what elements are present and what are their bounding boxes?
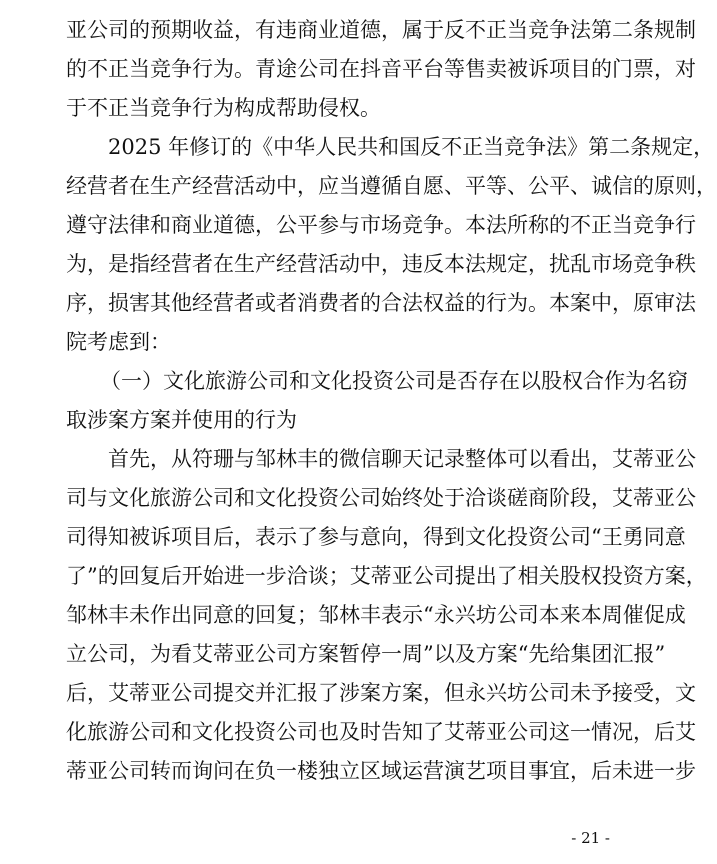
- text-line: 的不正当竞争行为。青途公司在抖音平台等售卖被诉项目的门票，对: [66, 57, 696, 81]
- page-number: - 21 -: [571, 829, 610, 847]
- text-line: 邹林丰未作出同意的回复；邹林丰表示“永兴坊公司本来本周催促成: [66, 603, 686, 627]
- text-line: 院考虑到：: [66, 330, 171, 354]
- text-line: 遵守法律和商业道德，公平参与市场竞争。本法所称的不正当竞争行: [66, 213, 696, 237]
- section-heading-line: （一）文化旅游公司和文化投资公司是否存在以股权合作为名窃: [100, 369, 688, 393]
- text-line: 序，损害其他经营者或者消费者的合法权益的行为。本案中，原审法: [66, 291, 696, 315]
- text-line: 经营者在生产经营活动中，应当遵循自愿、平等、公平、诚信的原则，: [66, 174, 717, 198]
- text-line: 司与文化旅游公司和文化投资公司始终处于洽谈磋商阶段，艾蒂亚公: [66, 486, 696, 510]
- text-line: 立公司，为看艾蒂亚公司方案暂停一周”以及方案“先给集团汇报”: [66, 642, 666, 666]
- text-line: 司得知被诉项目后，表示了参与意向，得到文化投资公司“王勇同意: [66, 525, 686, 549]
- text-line: 化旅游公司和文化投资公司也及时告知了艾蒂亚公司这一情况，后艾: [66, 720, 696, 744]
- text-line: 2025 年修订的《中华人民共和国反不正当竞争法》第二条规定，: [108, 135, 715, 159]
- text-line: 于不正当竞争行为构成帮助侵权。: [66, 96, 381, 120]
- text-line: 首先，从符珊与邹林丰的微信聊天记录整体可以看出，艾蒂亚公: [108, 447, 696, 471]
- section-heading-line: 取涉案方案并使用的行为: [66, 408, 297, 432]
- text-line: 为，是指经营者在生产经营活动中，违反本法规定，扰乱市场竞争秩: [66, 252, 696, 276]
- text-line: 亚公司的预期收益，有违商业道德，属于反不正当竞争法第二条规制: [66, 18, 696, 42]
- text-line: 了”的回复后开始进一步洽谈；艾蒂亚公司提出了相关股权投资方案，: [66, 564, 707, 588]
- text-line: 后，艾蒂亚公司提交并汇报了涉案方案，但永兴坊公司未予接受，文: [66, 681, 696, 705]
- text-line: 蒂亚公司转而询问在负一楼独立区域运营演艺项目事宜，后未进一步: [66, 759, 696, 783]
